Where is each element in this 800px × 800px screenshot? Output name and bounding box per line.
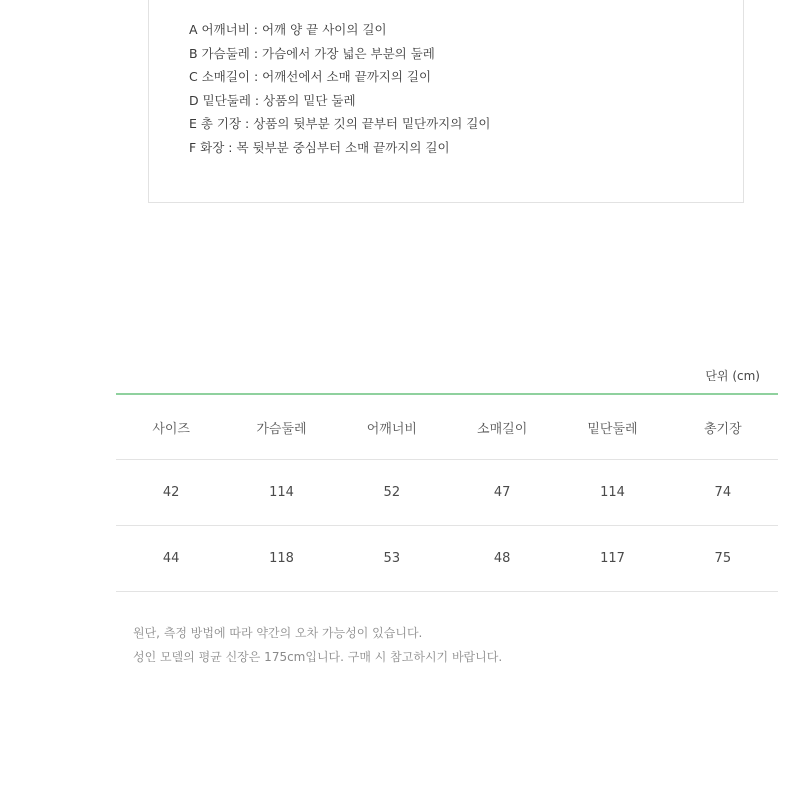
cell-sleeve: 48 <box>447 526 557 592</box>
size-table-header <box>116 394 778 460</box>
size-table-body <box>116 460 778 592</box>
measurement-guide-list <box>189 18 490 159</box>
guide-line-sleeve: C 소매길이 : 어깨선에서 소매 끝까지의 길이 <box>189 69 432 84</box>
measurement-guide-box <box>148 0 744 203</box>
cell-length: 74 <box>668 460 778 526</box>
cell-chest: 114 <box>226 460 336 526</box>
table-row <box>116 460 778 526</box>
guide-line-shoulder: A 어깨너비 : 어깨 양 끝 사이의 길이 <box>189 22 387 37</box>
guide-line-hem: D 밑단둘레 : 상품의 밑단 둘레 <box>189 92 356 108</box>
header-chest: 가슴둘레 <box>226 394 336 460</box>
size-notes <box>133 621 502 669</box>
cell-size: 44 <box>116 526 226 592</box>
guide-line-chest: B 가슴둘레 : 가슴에서 가장 넓은 부분의 둘레 <box>189 45 435 61</box>
guide-line-sleeve-from-neck: F 화장 : 목 뒷부분 중심부터 소매 끝까지의 길이 <box>189 139 450 155</box>
guide-line-length: E 총 기장 : 상품의 뒷부분 깃의 끝부터 밑단까지의 길이 <box>189 116 491 131</box>
size-table-header-row <box>116 394 778 460</box>
header-length: 총기장 <box>668 394 778 460</box>
header-shoulder: 어깨너비 <box>337 394 447 460</box>
size-table <box>116 393 778 592</box>
cell-size: 42 <box>116 460 226 526</box>
header-size: 사이즈 <box>116 394 226 460</box>
cell-hem: 114 <box>557 460 667 526</box>
note-measurement-error: 원단, 측정 방법에 따라 약간의 오차 가능성이 있습니다. <box>133 626 423 640</box>
cell-chest: 118 <box>226 526 336 592</box>
table-row <box>116 526 778 592</box>
cell-sleeve: 47 <box>447 460 557 526</box>
unit-label: 단위 (cm) <box>705 369 760 383</box>
cell-shoulder: 53 <box>337 526 447 592</box>
cell-length: 75 <box>668 526 778 592</box>
header-sleeve: 소매길이 <box>447 394 557 460</box>
header-hem: 밑단둘레 <box>557 394 667 460</box>
cell-shoulder: 52 <box>337 460 447 526</box>
note-model-height: 성인 모델의 평균 신장은 175cm입니다. 구매 시 참고하시기 바랍니다. <box>133 650 503 664</box>
cell-hem: 117 <box>557 526 667 592</box>
